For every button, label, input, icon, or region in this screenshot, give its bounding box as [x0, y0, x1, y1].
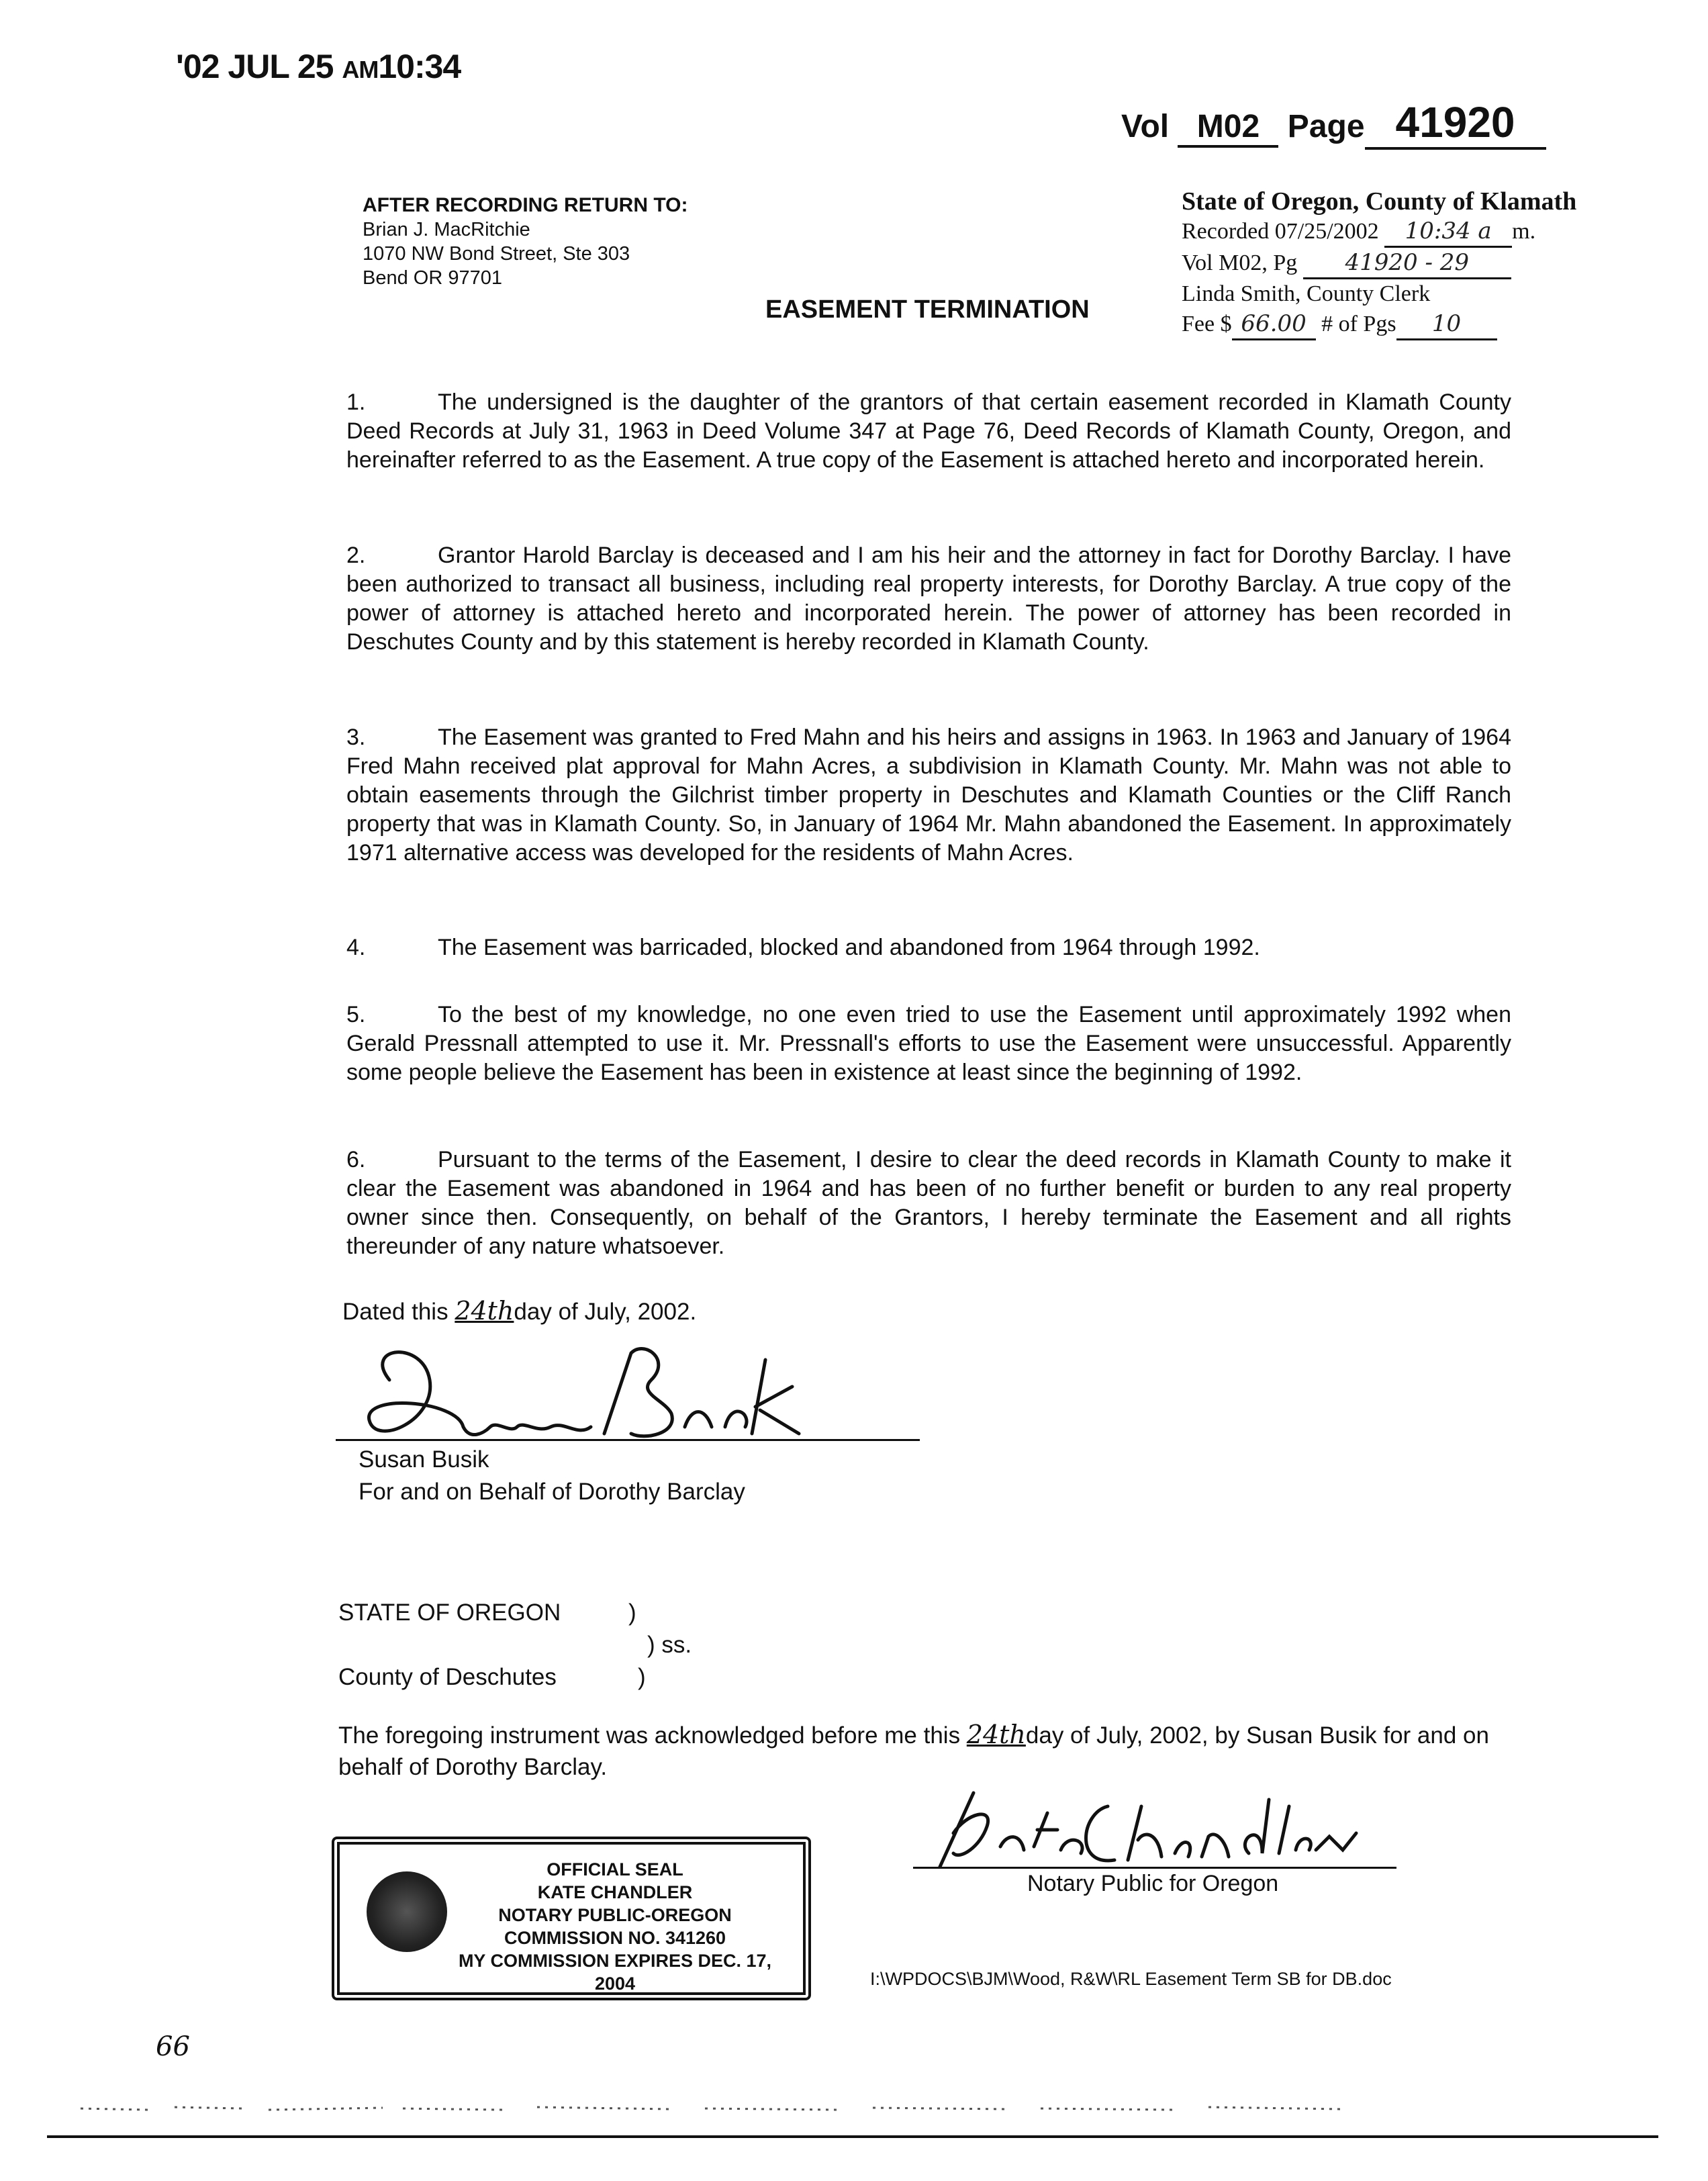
pages-value: 10: [1396, 309, 1497, 340]
recording-time-stamp: [176, 47, 461, 86]
ack-prefix: The foregoing instrument was acknowledged before me this: [338, 1722, 967, 1749]
vol-label: Vol: [1121, 109, 1170, 144]
handwritten-initials: 66: [156, 2031, 190, 2062]
paragraph-number: 3.: [346, 725, 366, 750]
return-address-line1: 1070 NW Bond Street, Ste 303: [363, 243, 630, 265]
notary-signature-line: [913, 1867, 1396, 1869]
paragraph-number: 1.: [346, 389, 366, 415]
document-title: EASEMENT TERMINATION: [765, 295, 1090, 324]
file-path: I:\WPDOCS\BJM\Wood, R&W\RL Easement Term SB for DB.doc: [870, 1969, 1392, 1989]
venue-ss: ) ss.: [647, 1632, 692, 1658]
paragraph-6: [346, 1146, 1511, 1261]
venue-block: [338, 1597, 741, 1698]
venue-paren-bottom: ): [638, 1664, 646, 1690]
volume-page-line: [1121, 97, 1546, 150]
venue-paren-top: ): [628, 1599, 636, 1626]
page-value: 41920: [1365, 97, 1546, 150]
paragraph-number: 2.: [346, 543, 366, 568]
paragraph-text: The undersigned is the daughter of the grantors of that certain easement recorded in Klamath County Deed Records at July 31, 1963 in Deed Volume 347 at Page 76, Deed Records of Klamath County, Oregon, and hereinafter referred to as the Easement. A true copy of the Easement is attached hereto and incorporated herein.: [346, 389, 1511, 473]
seal-line-1: OFFICIAL SEAL: [547, 1859, 683, 1880]
return-heading: AFTER RECORDING RETURN TO:: [363, 194, 688, 216]
county-recording-block: [1182, 187, 1576, 340]
seal-text: [440, 1858, 790, 1995]
signature-susan-busik: [349, 1340, 833, 1454]
notary-seal: [332, 1837, 811, 2000]
paragraph-text: Pursuant to the terms of the Easement, I desire to clear the deed records in Klamath County to make it clear the Easement was abandoned in 1964 and has been of no further benefit or burden to any real property owner since then. Consequently, on behalf of the Grantors, I hereby terminate the Easement and all rights thereunder of any nature whatsoever.: [346, 1147, 1511, 1259]
stamp-time: 10:34: [378, 48, 461, 85]
return-name: Brian J. MacRitchie: [363, 219, 530, 240]
recorded-vol-label: Vol M02, Pg: [1182, 250, 1298, 275]
scan-noise: [67, 2095, 1410, 2122]
paragraph-text: The Easement was granted to Fred Mahn and his heirs and assigns in 1963. In 1963 and January of 1964 Fred Mahn received plat approval for Mahn Acres, a subdivision in Klamath County. Mr. Mahn was not able to obtain easements through the Gilchrist timber property in Deschutes and Klamath Counties or the Cliff Ranch property that was in Klamath County. So, in January of 1964 Mr. Mahn abandoned the Easement. In approximately 1971 alternative access was developed for the residents of Mahn Acres.: [346, 725, 1511, 866]
signer-name: Susan Busik: [359, 1446, 489, 1473]
paragraph-1: [346, 388, 1511, 475]
fee-label: Fee $: [1182, 312, 1232, 336]
stamp-ampm: AM: [342, 56, 379, 83]
seal-line-2: KATE CHANDLER: [537, 1882, 693, 1902]
seal-line-4: COMMISSION NO. 341260: [504, 1928, 726, 1948]
recording-heading: State of Oregon, County of Klamath: [1182, 187, 1577, 216]
fee-value: 66.00: [1232, 309, 1316, 340]
dated-line: [342, 1296, 696, 1326]
seal-line-5: MY COMMISSION EXPIRES DEC. 17, 2004: [458, 1951, 772, 1994]
paragraph-number: 6.: [346, 1147, 366, 1172]
recorded-volume-line: [1182, 248, 1576, 279]
recorded-line: [1182, 216, 1576, 248]
page-label: Page: [1287, 109, 1365, 144]
signer-capacity: For and on Behalf of Dorothy Barclay: [359, 1479, 745, 1505]
paragraph-text: The Easement was barricaded, blocked and abandoned from 1964 through 1992.: [438, 935, 1260, 960]
paragraph-text: Grantor Harold Barclay is deceased and I am his heir and the attorney in fact for Dorothy Barclay. I have been authorized to transact all business, including real property interests, for Dorothy Barclay. A true copy of the power of attorney is attached hereto and incorporated herein. The power of attorney has been recorded in Deschutes County and by this statement is hereby recorded in Klamath County.: [346, 543, 1511, 655]
venue-county: County of Deschutes: [338, 1664, 557, 1690]
fee-line: [1182, 309, 1576, 340]
dated-day: 24th: [455, 1296, 514, 1326]
signature-kate-chandler: [913, 1766, 1383, 1887]
seal-emblem-icon: [367, 1871, 447, 1952]
county-clerk: Linda Smith, County Clerk: [1182, 281, 1431, 306]
ack-day: 24th: [966, 1720, 1026, 1749]
signer-block: [359, 1444, 745, 1508]
vol-value: M02: [1178, 108, 1278, 148]
recorded-vol-pages: 41920 - 29: [1303, 248, 1511, 279]
recorded-label: Recorded 07/25/2002: [1182, 219, 1379, 244]
signature-line: [336, 1439, 920, 1441]
paragraph-2: [346, 541, 1511, 657]
venue-state: STATE OF OREGON: [338, 1599, 561, 1626]
dated-suffix: day of July, 2002.: [514, 1299, 697, 1325]
stamp-date: '02 JUL 25: [176, 48, 342, 85]
paragraph-3: [346, 723, 1511, 868]
recorded-time: 10:34 a: [1384, 216, 1512, 248]
paragraph-text: To the best of my knowledge, no one even tried to use the Easement until approximately 1992 when Gerald Pressnall attempted to use it. Mr. Pressnall's efforts to use the Easement were unsuccessful. Apparently some people believe the Easement has been in existence at least since the beginning of 1992.: [346, 1002, 1511, 1085]
bottom-rule: [47, 2135, 1658, 2138]
paragraph-number: 4.: [346, 935, 366, 960]
return-address-line2: Bend OR 97701: [363, 267, 502, 289]
pages-label: # of Pgs: [1321, 312, 1396, 336]
seal-line-3: NOTARY PUBLIC-OREGON: [498, 1905, 732, 1925]
ack-suffix: day of July, 2002, by Susan Busik for and on behalf of Dorothy Barclay.: [338, 1722, 1489, 1780]
paragraph-4: [346, 933, 1511, 962]
dated-prefix: Dated this: [342, 1299, 455, 1325]
paragraph-number: 5.: [346, 1002, 366, 1027]
notary-label: Notary Public for Oregon: [1027, 1871, 1279, 1896]
recorded-suffix: m.: [1512, 219, 1536, 244]
return-address-block: [363, 193, 687, 290]
paragraph-5: [346, 1001, 1511, 1087]
